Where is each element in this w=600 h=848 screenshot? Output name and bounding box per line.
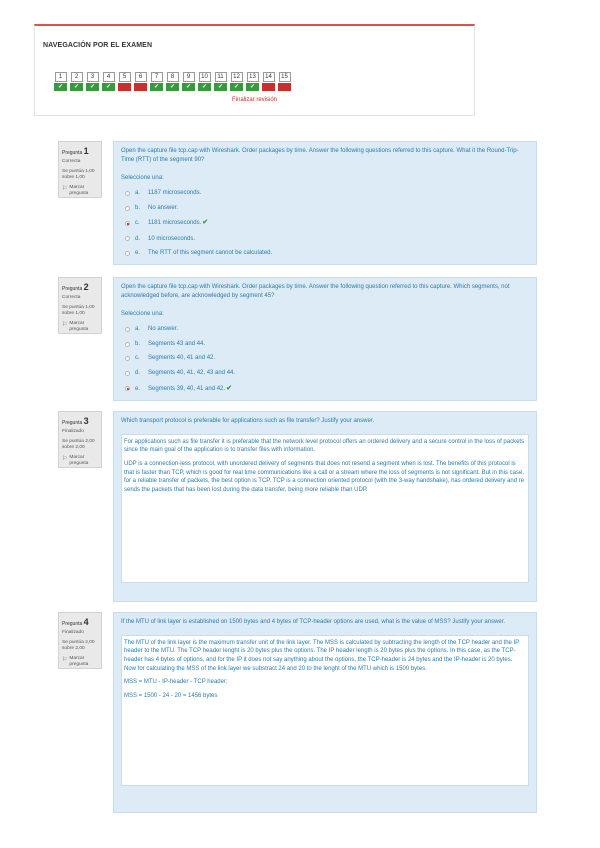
nav-question-button[interactable] bbox=[214, 72, 227, 91]
flag-question-button[interactable] bbox=[62, 656, 98, 669]
nav-question-button[interactable] bbox=[230, 72, 243, 91]
incorrect-state-icon bbox=[134, 83, 147, 91]
nav-question-button[interactable] bbox=[118, 72, 131, 91]
answer-paragraph: For applications such as file transfer it is preferable that the network level protocol offers an ordered delivery and a secure control in the loss of packets since the main goal of the application is to transfer files with information. bbox=[124, 438, 525, 454]
checkmark-icon: ✔ bbox=[226, 384, 232, 392]
correct-check-icon: ✔ bbox=[102, 83, 115, 91]
answer-option[interactable] bbox=[125, 189, 529, 198]
question-1 bbox=[58, 141, 537, 265]
question-4 bbox=[58, 612, 537, 813]
correct-check-icon: ✔ bbox=[86, 83, 99, 91]
question-info bbox=[58, 141, 102, 198]
nav-question-number: 2 bbox=[71, 72, 83, 82]
correct-check-icon: ✔ bbox=[182, 83, 195, 91]
answer-textarea[interactable] bbox=[121, 434, 529, 583]
correct-check-icon: ✔ bbox=[214, 83, 227, 91]
option-text: 10 microseconds. bbox=[148, 235, 196, 242]
question-grade: Se puntúa 1,00 sobre 1,00 bbox=[62, 168, 95, 181]
nav-question-button[interactable] bbox=[262, 72, 275, 91]
answer-option[interactable] bbox=[125, 249, 529, 258]
question-state: Correcta bbox=[62, 295, 81, 301]
select-one-label: Seleccione una: bbox=[121, 175, 164, 182]
option-letter: e. bbox=[135, 385, 141, 392]
question-prompt: If the MTU of link layer is established on 1500 bytes and 4 bytes of TCP-header options are used, what is the value of MSS? Justify your answer. bbox=[121, 619, 506, 625]
nav-question-button[interactable] bbox=[150, 72, 163, 91]
radio-button[interactable] bbox=[125, 191, 130, 196]
option-letter: a. bbox=[135, 190, 141, 197]
answer-option[interactable] bbox=[125, 235, 529, 244]
nav-question-button[interactable] bbox=[86, 72, 99, 91]
question-grade: Se puntúa 2,00 sobre 2,00 bbox=[62, 639, 95, 652]
nav-question-button[interactable] bbox=[246, 72, 259, 91]
question-state: Finalizado bbox=[62, 630, 84, 636]
nav-question-number: 3 bbox=[87, 72, 99, 82]
question-3 bbox=[58, 411, 537, 602]
flag-icon: ⚐ bbox=[62, 455, 68, 462]
option-letter: d. bbox=[135, 235, 141, 242]
answer-option[interactable] bbox=[125, 325, 529, 334]
nav-question-number: 8 bbox=[167, 72, 179, 82]
nav-question-number: 5 bbox=[119, 72, 131, 82]
select-one-label: Seleccione una: bbox=[121, 311, 164, 318]
option-letter: b. bbox=[135, 340, 141, 347]
correct-check-icon: ✔ bbox=[246, 83, 259, 91]
answer-textarea[interactable] bbox=[121, 635, 529, 786]
nav-question-number: 15 bbox=[279, 72, 291, 82]
question-prompt: Open the capture file tcp.cap with Wireshark. Order packages by time. Answer the following questions referred to this capture. What it the Round-Trip-Time (RTT) of the segment 90? bbox=[121, 148, 519, 163]
flag-label: Marcar pregunta bbox=[69, 454, 89, 467]
answer-paragraph: UDP is a connection-less protocol, with unordered delivery of segments that does not resend a segment when is lost. The benefits of this protocol is that is faster than TCP, which is good for real time communications like a call or a stream where the loss of segments is not significant. But in this case, for a reliable transfer of packets, the best option is TCP. TCP is a connection oriented protocol (with the 3-way handshake), has ordered delivery and re sends the packets that has been lost during the data transfer, being more reliable than UDP. bbox=[124, 461, 525, 494]
radio-button[interactable] bbox=[125, 251, 130, 256]
option-text: The RTT of this segment cannot be calculated. bbox=[148, 250, 273, 257]
answer-paragraph: The MTU of the link layer is the maximum transfer unit of the link layer. The MSS is calculated by subtracting the length of the TCP header and the IP header to the MTU. The TCP header lenght is 20 bytes plus the options. The IP header length is 20 bytes plus the options. In this case, as the TCP-header has 4 bytes of options, and for the IP it does not say anything about the options, the TCP-header is 24 bytes and the IP-header is 20 bytes. Now for calculating the MSS of the link layer we substract 24 and 20 to the lenght of the MTU which is 1500 bytes. bbox=[124, 639, 520, 672]
question-grade: Se puntúa 2,00 sobre 2,00 bbox=[62, 438, 95, 451]
option-letter: a. bbox=[135, 326, 141, 333]
nav-question-button[interactable] bbox=[54, 72, 67, 91]
nav-question-number: 9 bbox=[183, 72, 195, 82]
question-label: Pregunta bbox=[62, 150, 83, 156]
correct-check-icon: ✔ bbox=[230, 83, 243, 91]
flag-question-button[interactable] bbox=[62, 455, 98, 468]
flag-label: Marcar pregunta bbox=[69, 184, 89, 197]
question-content bbox=[113, 411, 537, 602]
radio-button-checked[interactable] bbox=[125, 221, 130, 226]
nav-question-number: 14 bbox=[263, 72, 275, 82]
question-info bbox=[58, 277, 102, 334]
radio-button[interactable] bbox=[125, 371, 130, 376]
nav-question-number: 12 bbox=[231, 72, 243, 82]
radio-button[interactable] bbox=[125, 236, 130, 241]
nav-question-button[interactable] bbox=[278, 72, 291, 91]
question-label: Pregunta bbox=[62, 621, 83, 627]
question-state: Finalizado bbox=[62, 429, 84, 435]
flag-question-button[interactable] bbox=[62, 185, 98, 198]
option-letter: c. bbox=[135, 220, 140, 227]
answer-option[interactable] bbox=[125, 369, 529, 378]
flag-label: Marcar pregunta bbox=[69, 655, 89, 668]
option-text: No answer. bbox=[148, 204, 179, 211]
flag-icon: ⚐ bbox=[62, 656, 68, 663]
question-number: 2 bbox=[83, 282, 89, 292]
nav-question-button[interactable] bbox=[102, 72, 115, 91]
flag-label: Marcar pregunta bbox=[69, 320, 89, 333]
question-number: 4 bbox=[83, 617, 89, 627]
answer-option-selected[interactable] bbox=[125, 218, 529, 228]
nav-question-button[interactable] bbox=[70, 72, 83, 91]
flag-icon: ⚐ bbox=[62, 321, 68, 328]
option-text: 1187 microseconds. bbox=[148, 190, 202, 197]
nav-question-number: 11 bbox=[215, 72, 227, 82]
flag-icon: ⚐ bbox=[62, 185, 68, 192]
option-text: Segments 40, 41 and 42. bbox=[148, 355, 216, 362]
answer-paragraph: MSS = MTU - IP-header - TCP header; bbox=[124, 679, 228, 686]
question-info bbox=[58, 411, 102, 468]
correct-check-icon: ✔ bbox=[198, 83, 211, 91]
answer-option[interactable] bbox=[125, 204, 529, 213]
answer-paragraph: MSS = 1500 - 24 - 20 = 1456 bytes bbox=[124, 693, 218, 700]
answer-option[interactable] bbox=[125, 354, 529, 363]
nav-question-number: 7 bbox=[151, 72, 163, 82]
option-letter: b. bbox=[135, 204, 141, 211]
nav-buttons bbox=[54, 72, 294, 91]
nav-question-button[interactable] bbox=[166, 72, 179, 91]
correct-check-icon: ✔ bbox=[166, 83, 179, 91]
radio-button-checked[interactable] bbox=[125, 386, 130, 391]
nav-question-number: 1 bbox=[55, 72, 67, 82]
question-content bbox=[113, 141, 537, 265]
nav-title: NAVEGACIÓN POR EL EXAMEN bbox=[43, 42, 153, 49]
question-state: Correcta bbox=[62, 159, 81, 165]
option-text: Segments 39, 40, 41 and 42. bbox=[148, 385, 226, 392]
correct-check-icon: ✔ bbox=[54, 83, 67, 91]
finish-review-link[interactable]: Finalizar revisión bbox=[232, 97, 278, 103]
question-grade: Se puntúa 1,00 sobre 1,00 bbox=[62, 304, 95, 317]
option-text: Segments 40, 41, 42, 43 and 44. bbox=[148, 370, 236, 377]
nav-question-button[interactable] bbox=[134, 72, 147, 91]
nav-question-number: 4 bbox=[103, 72, 115, 82]
question-number: 1 bbox=[83, 146, 89, 156]
question-label: Pregunta bbox=[62, 286, 83, 292]
option-letter: c. bbox=[135, 355, 140, 362]
correct-check-icon: ✔ bbox=[150, 83, 163, 91]
question-prompt: Open the capture file tcp.cap with Wireshark. Order packages by time. Answer the following question referred to this capture. Which segments, not acknowledged before, are acknowledged by segment 45? bbox=[121, 284, 510, 299]
question-prompt: Which transport protocol is preferable for applications such as file transfer? Justify your answer. bbox=[121, 418, 375, 424]
nav-question-number: 6 bbox=[135, 72, 147, 82]
option-text: Segments 43 and 44. bbox=[148, 340, 206, 347]
question-number: 3 bbox=[83, 416, 89, 426]
radio-button[interactable] bbox=[125, 327, 130, 332]
flag-question-button[interactable] bbox=[62, 321, 98, 334]
option-letter: e. bbox=[135, 250, 141, 257]
incorrect-state-icon bbox=[262, 83, 275, 91]
radio-button[interactable] bbox=[125, 206, 130, 211]
radio-button[interactable] bbox=[125, 356, 130, 361]
quiz-navigation-block bbox=[34, 24, 475, 116]
checkmark-icon: ✔ bbox=[202, 219, 209, 227]
option-text: No answer. bbox=[148, 326, 179, 333]
nav-question-button[interactable] bbox=[182, 72, 195, 91]
answer-option[interactable] bbox=[125, 340, 529, 349]
question-info bbox=[58, 612, 102, 669]
nav-question-number: 10 bbox=[199, 72, 211, 82]
incorrect-state-icon bbox=[118, 83, 131, 91]
question-content bbox=[113, 612, 537, 813]
answer-option-selected[interactable] bbox=[125, 384, 529, 394]
incorrect-state-icon bbox=[278, 83, 291, 91]
option-letter: d. bbox=[135, 370, 141, 377]
correct-check-icon: ✔ bbox=[70, 83, 83, 91]
option-text: 1181 microseconds. bbox=[148, 220, 202, 227]
nav-question-number: 13 bbox=[247, 72, 259, 82]
nav-question-button[interactable] bbox=[198, 72, 211, 91]
radio-button[interactable] bbox=[125, 342, 130, 347]
question-content bbox=[113, 277, 537, 401]
question-2 bbox=[58, 277, 537, 401]
question-label: Pregunta bbox=[62, 420, 83, 426]
